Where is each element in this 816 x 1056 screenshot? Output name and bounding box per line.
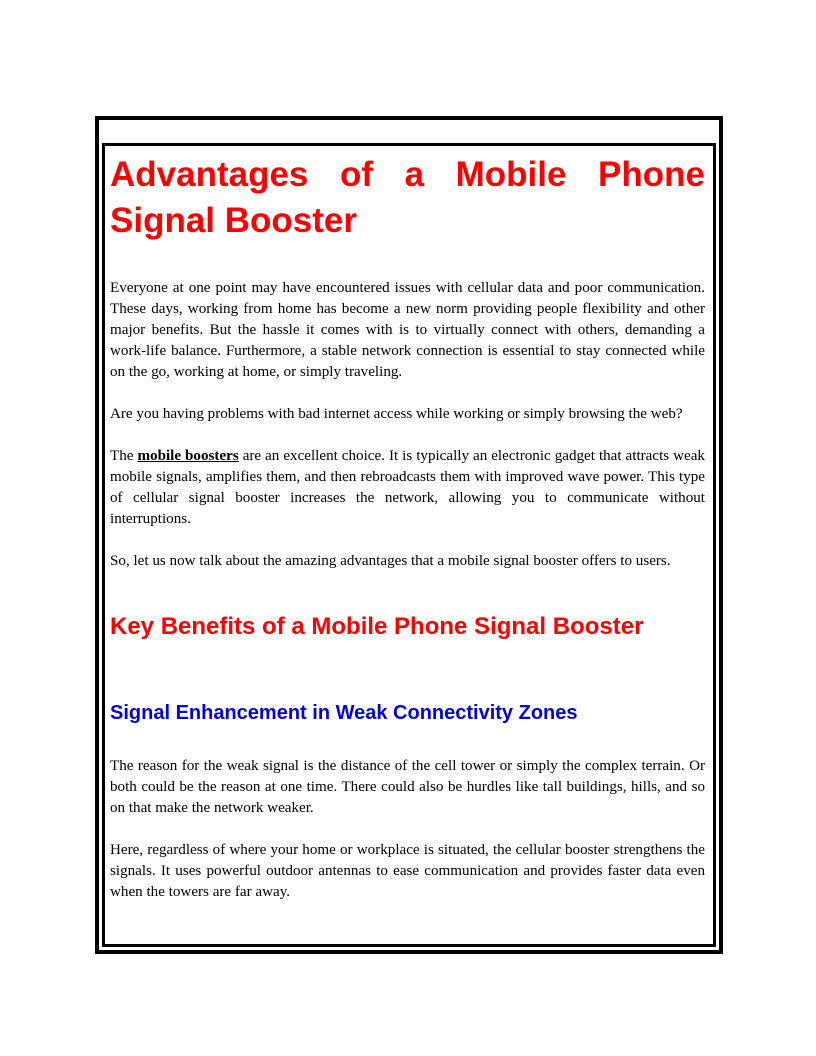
paragraph-text-before-link: The (110, 448, 138, 464)
question-paragraph: Are you having problems with bad internet access while working or simply browsing the web? (110, 406, 683, 422)
signal-enhancement-heading: Signal Enhancement in Weak Connectivity Zones (110, 702, 578, 724)
intro-paragraph: Everyone at one point may have encountered issues with cellular data and poor communication. These days, working from home has become a new norm providing people flexibility and other major benefits. But the hassle it comes with is to virtually connect with others, demanding a work-life balance. Furthermore, a stable network connection is essential to stay connected while on the go, working at home, or simply traveling. (110, 280, 705, 380)
weak-signal-paragraph: The reason for the weak signal is the distance of the cell tower or simply the complex terrain. Or both could be the reason at one time. There could also be hurdles like tall buildings, hills, and so on that make the network weaker. (110, 758, 705, 816)
mobile-boosters-paragraph (110, 446, 705, 530)
booster-strengthens-paragraph: Here, regardless of where your home or workplace is situated, the cellular booster strengthens the signals. It uses powerful outdoor antennas to ease communication and provides faster data even when the towers are far away. (110, 842, 705, 900)
paragraph-text-after-link: are an excellent choice. It is typically an electronic gadget that attracts weak mobile signals, amplifies them, and then rebroadcasts them with improved wave power. This type of cellular signal booster increases the network, allowing you to communicate without interruptions. (110, 448, 705, 527)
mobile-boosters-link[interactable]: mobile boosters (137, 448, 239, 464)
article-content (110, 152, 705, 924)
key-benefits-heading: Key Benefits of a Mobile Phone Signal Booster (110, 613, 644, 640)
article-title: Advantages of a Mobile Phone Signal Booster (110, 155, 705, 240)
transition-paragraph: So, let us now talk about the amazing advantages that a mobile signal booster offers to users. (110, 553, 671, 569)
